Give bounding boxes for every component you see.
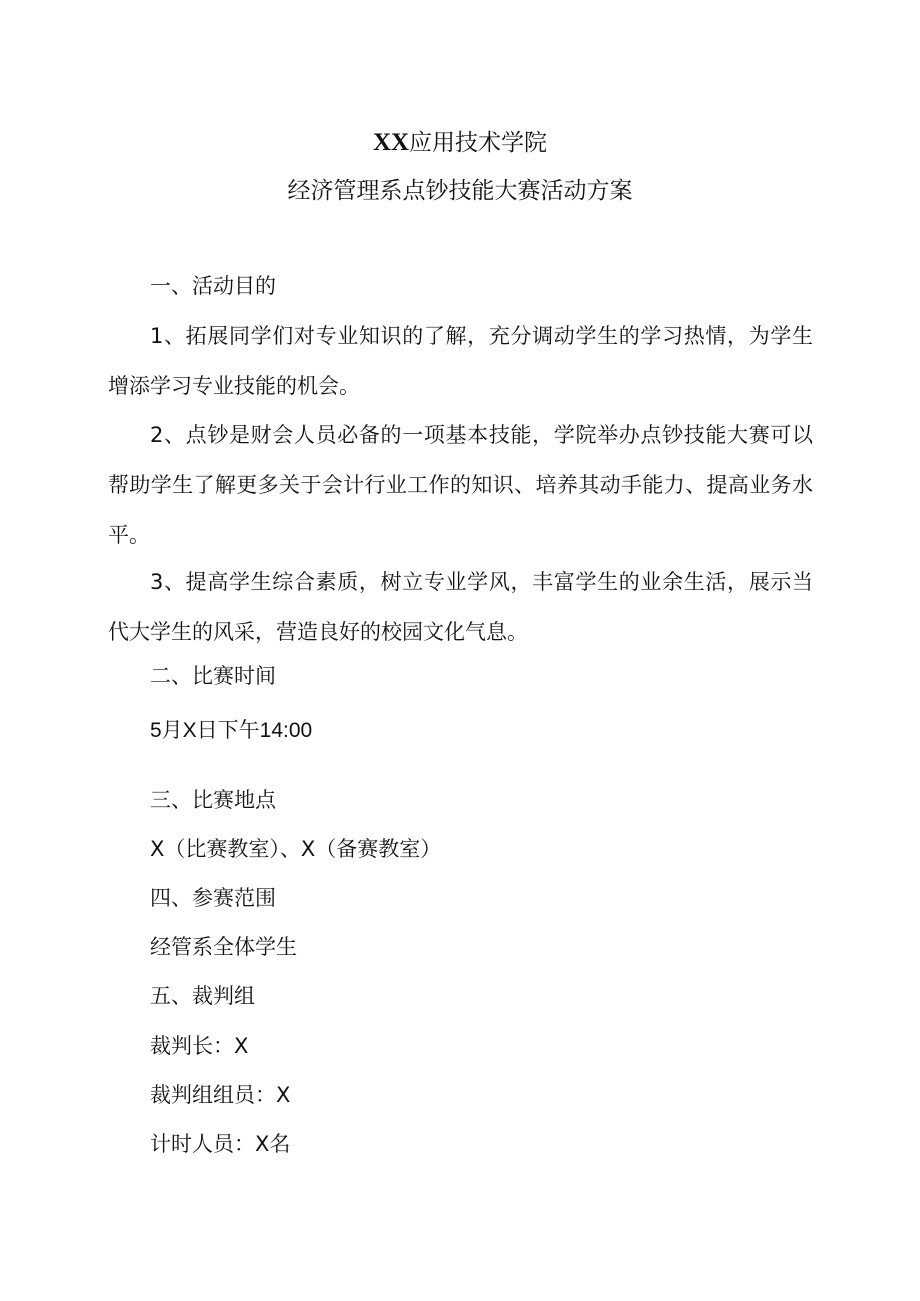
document-title (0, 128, 920, 158)
timekeepers: 计时人员：X名 (150, 1132, 291, 1156)
chief-judge: 裁判长：X (150, 1034, 249, 1058)
title-prefix: XX (372, 129, 410, 156)
participant-scope: 经管系全体学生 (150, 935, 297, 959)
section-heading-location: 三、比赛地点 (150, 788, 276, 812)
purpose-item-3: 3、提高学生综合素质，树立专业学风，丰富学生的业余生活，展示当代大学生的风采，营造良好的校园文化气息。 (108, 570, 813, 644)
section-heading-scope: 四、参赛范围 (150, 886, 276, 910)
section-heading-judges: 五、裁判组 (150, 984, 255, 1008)
judge-members: 裁判组组员：X (150, 1083, 291, 1107)
purpose-item-2: 2、点钞是财会人员必备的一项基本技能，学院举办点钞技能大赛可以帮助学生了解更多关于会计行业工作的知识、培养其动手能力、提高业务水平。 (108, 423, 813, 547)
section-heading-purpose: 一、活动目的 (150, 274, 276, 298)
competition-time: 5月X日下午14:00 (150, 719, 313, 742)
document-subtitle: 经济管理系点钞技能大赛活动方案 (287, 178, 633, 204)
title-rest: 应用技术学院 (409, 130, 548, 156)
competition-location: X（比赛教室）、X（备赛教室） (150, 837, 442, 861)
purpose-item-1: 1、拓展同学们对专业知识的了解，充分调动学生的学习热情，为学生增添学习专业技能的机会。 (108, 324, 813, 398)
section-heading-time: 二、比赛时间 (150, 664, 276, 688)
